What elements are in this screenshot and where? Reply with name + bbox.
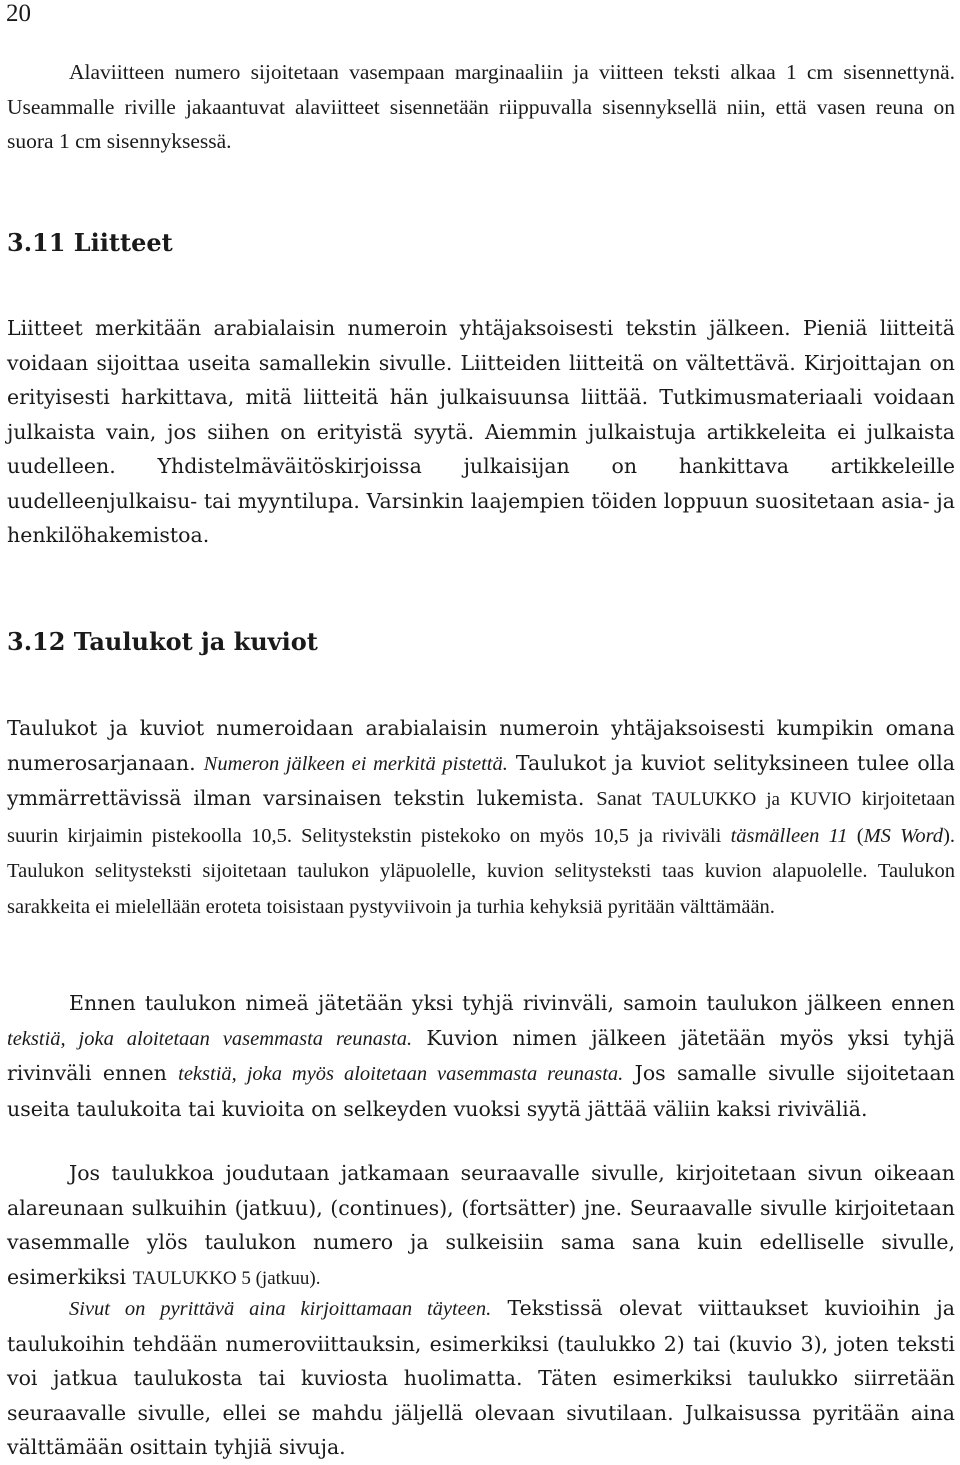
italic-text-run: Sivut on pyrittävä aina kirjoittamaan täyteen. [69,1298,492,1320]
italic-text-run: MS Word [863,824,944,847]
italic-text-run: tekstiä, joka myös aloitetaan vasemmasta reunasta. [178,1063,624,1085]
section-heading-liitteet: 3.11 Liitteet [7,228,173,257]
text-run: Taulukot ja kuviot selityksineen tulee olla ymmärrettävissä ilman varsinaisen tekstin lukemista. [7,750,956,810]
text-run: ( [847,824,864,847]
footnote-instructions-paragraph: Alaviitteen numero sijoitetaan vasempaan marginaaliin ja viitteen teksti alkaa 1 cm sisennettynä. Useammalle riville jakaantuvat alaviitteet sisennetään riippuvalla sisennyksellä niin, että vasen reuna on suora 1 cm sisennyksessä. [7,60,955,153]
text-run: Sanat [596,788,653,810]
italic-text-run: tekstiä, joka aloitetaan vasemmasta reunasta. [7,1027,413,1050]
text-run: Taulukot ja kuviot numeroidaan arabialaisin numeroin yhtäjaksoisesti kumpikin omana numerosarjanaan. [7,716,955,775]
text-run: Kuvion nimen jälkeen jätetään myös yksi tyhjä rivinväli ennen [7,1025,955,1085]
page-number: 20 [6,0,31,27]
paragraph-taulukot-page-fill [7,1291,955,1465]
text-run: Ennen taulukon nimeä jätetään yksi tyhjä rivinväli, samoin taulukon jälkeen ennen [69,991,955,1015]
text-run: kirjoitetaan suurin kirjaimin pistekoolla 10,5. Selitystekstin pistekoko on myös 10,5 ja riviväli [7,788,955,847]
paragraph-taulukot-spacing [7,986,955,1126]
paragraph-taulukot-continuation [7,1156,955,1296]
text-run: ). Taulukon selitysteksti sijoitetaan taulukon yläpuolelle, kuvion selitysteksti taas kuvion alapuolelle. Taulukon sarakkeita ei mielellään eroteta toisistaan pystyviivoin ja turhia kehyksiä pyritään välttämään. [7,824,956,918]
small-caps-text-run: TAULUKKO ja KUVIO [652,789,852,810]
section-heading-taulukot-ja-kuviot: 3.12 Taulukot ja kuviot [7,627,318,656]
small-caps-text-run: TAULUKKO 5 (jatkuu). [132,1267,321,1289]
text-run: Jos samalle sivulle sijoitetaan useita taulukoita tai kuvioita on selkeyden vuoksi syytä jättää väliin kaksi riviväliä. [7,1061,955,1121]
italic-text-run: Numeron jälkeen ei merkitä pistettä. [203,752,508,775]
text-run: Jos taulukkoa joudutaan jatkamaan seuraavalle sivulle, kirjoitetaan sivun oikeaan alareunaan sulkuihin (jatkuu), (continues), (fortsätter) jne. Seuraavalle sivulle kirjoitetaan vasemmalle ylös taulukon numero ja sulkeisiin sama sana kuin edelliselle sivulle, esimerkiksi [7,1161,955,1289]
paragraph-liitteet: Liitteet merkitään arabialaisin numeroin yhtäjaksoisesti tekstin jälkeen. Pieniä liitteitä voidaan sijoittaa useita samallekin sivulle. Liitteiden liitteitä on vältettävä. Kirjoittajan on erityisesti harkittava, mitä liitteitä hän julkaisuunsa liittää. Tutkimusmateriaali voidaan julkaista vain, jos siihen on erityistä syytä. Aiemmin julkaistuja artikkeleita ei julkaista uudelleen. Yhdistelmäväitöskirjoissa julkaisijan on hankittava artikkeleille uudelleenjulkaisu- tai myyntilupa. Varsinkin laajempien töiden loppuun suositetaan asia- ja henkilöhakemistoa. [7,316,955,547]
italic-text-run: täsmälleen 11 [730,824,848,847]
text-run: Tekstissä olevat viittaukset kuvioihin ja taulukoihin tehdään numeroviittauksin, esimerkiksi (taulukko 2) tai (kuvio 3), joten teksti voi jatkua taulukosta tai kuviosta huolimatta. Täten esimerkiksi taulukko siirretään seuraavalle sivulle, ellei se mahdu jäljellä olevaan sivutilaan. Julkaisussa pyritään aina välttämään osittain tyhjiä sivuja. [7,1296,955,1459]
paragraph-taulukot-numbering [7,711,955,924]
